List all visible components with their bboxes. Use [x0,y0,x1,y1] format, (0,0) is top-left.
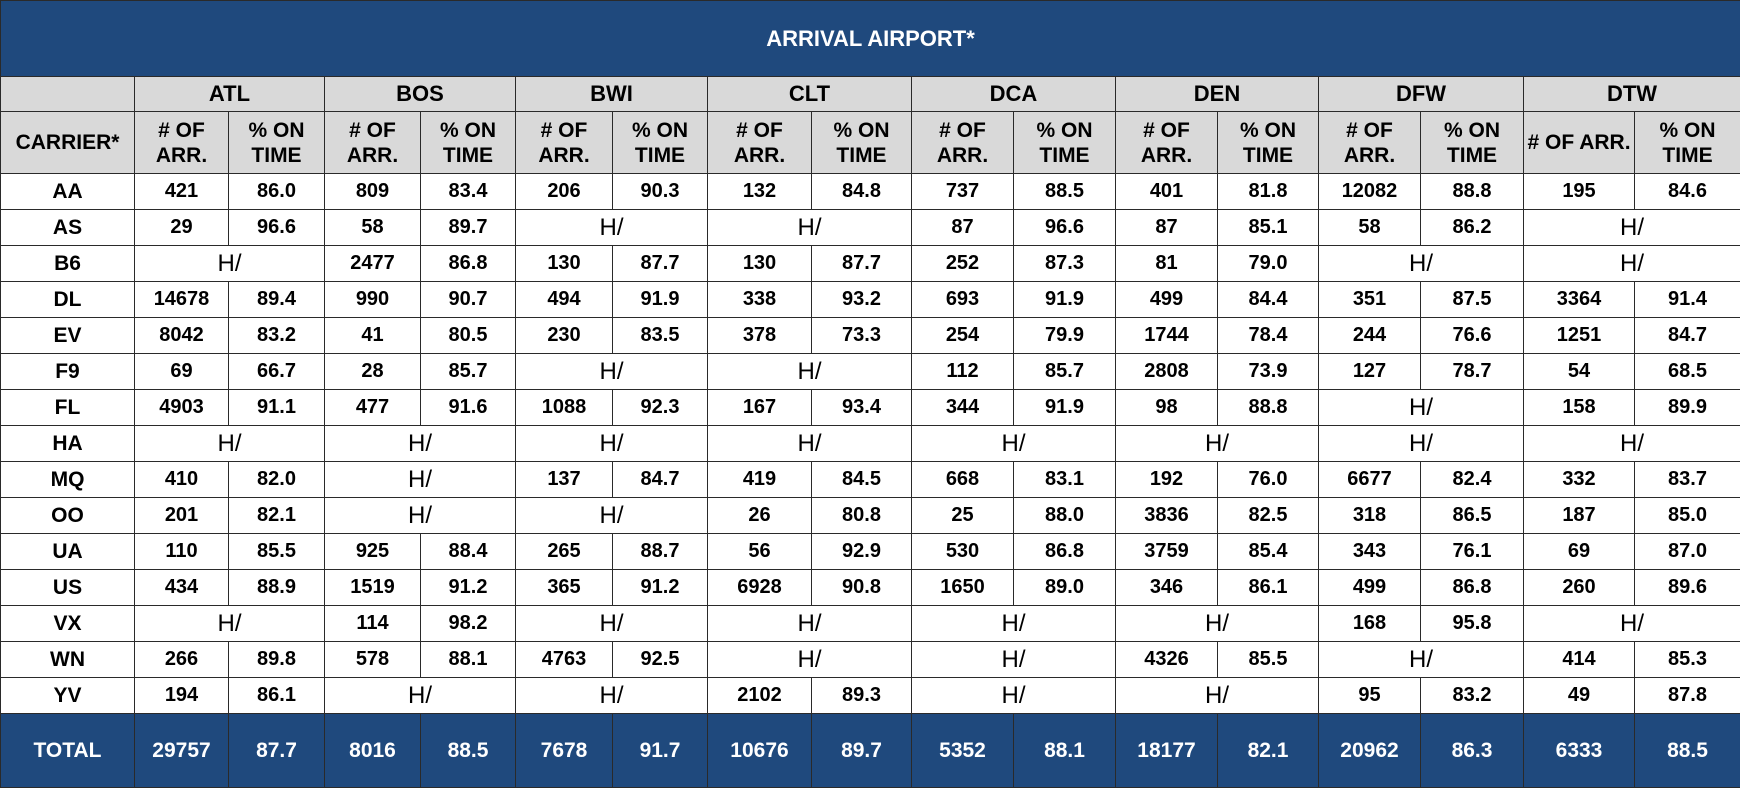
no-data-cell: H/ [1524,246,1740,282]
total-arrivals-cell: 8016 [325,714,421,788]
arrivals-count-cell: 4763 [516,642,613,678]
on-time-pct-cell: 88.5 [1014,174,1116,210]
total-on-time-cell: 88.5 [1635,714,1740,788]
on-time-pct-cell: 83.4 [421,174,516,210]
arrivals-count-cell: 578 [325,642,421,678]
arrivals-count-cell: 2102 [708,678,812,714]
on-time-pct-cell: 90.7 [421,282,516,318]
on-time-pct-cell: 80.8 [812,498,912,534]
arrivals-count-cell: 206 [516,174,613,210]
arrivals-count-cell: 2808 [1116,354,1218,390]
arrivals-count-cell: 29 [135,210,229,246]
airport-header-row [1,77,1740,112]
arrivals-count-cell: 87 [1116,210,1218,246]
arrivals-count-cell: 266 [135,642,229,678]
no-data-cell: H/ [516,354,708,390]
on-time-pct-cell: 87.8 [1635,678,1740,714]
on-time-pct-cell: 85.1 [1218,210,1319,246]
on-time-pct-cell: 76.1 [1421,534,1524,570]
total-on-time-cell: 86.3 [1421,714,1524,788]
no-data-cell: H/ [708,642,912,678]
carrier-cell: VX [1,606,135,642]
arrivals-count-cell: 98 [1116,390,1218,426]
on-time-pct-cell: 82.5 [1218,498,1319,534]
on-time-pct-cell: 86.8 [1421,570,1524,606]
arrivals-count-cell: 3836 [1116,498,1218,534]
carrier-column-header: CARRIER* [1,112,135,174]
on-time-pct-cell: 89.4 [229,282,325,318]
table-row [1,570,1740,606]
carrier-cell: YV [1,678,135,714]
table-row [1,390,1740,426]
airport-header-bos: BOS [325,77,516,112]
table-row [1,678,1740,714]
arrivals-count-cell: 81 [1116,246,1218,282]
on-time-pct-cell: 91.2 [613,570,708,606]
no-data-cell: H/ [1319,246,1524,282]
on-time-pct-cell: 91.1 [229,390,325,426]
pct-header-dca: % ON TIME [1014,112,1116,174]
airport-header-dca: DCA [912,77,1116,112]
on-time-pct-cell: 96.6 [1014,210,1116,246]
arrivals-count-cell: 87 [912,210,1014,246]
pct-header-dtw: % ON TIME [1635,112,1740,174]
arrivals-count-cell: 4903 [135,390,229,426]
on-time-pct-cell: 95.8 [1421,606,1524,642]
arrivals-count-cell: 195 [1524,174,1635,210]
total-on-time-cell: 88.1 [1014,714,1116,788]
arrivals-count-cell: 1251 [1524,318,1635,354]
on-time-pct-cell: 85.5 [229,534,325,570]
on-time-pct-cell: 88.1 [421,642,516,678]
carrier-cell: F9 [1,354,135,390]
arrivals-count-cell: 421 [135,174,229,210]
arrivals-count-cell: 401 [1116,174,1218,210]
on-time-pct-cell: 92.9 [812,534,912,570]
on-time-pct-cell: 88.7 [613,534,708,570]
total-arrivals-cell: 6333 [1524,714,1635,788]
arrivals-count-cell: 477 [325,390,421,426]
table-row [1,318,1740,354]
arrivals-count-cell: 668 [912,462,1014,498]
on-time-pct-cell: 91.6 [421,390,516,426]
table-row [1,246,1740,282]
total-on-time-cell: 91.7 [613,714,708,788]
no-data-cell: H/ [516,426,708,462]
count-header-dtw: # OF ARR. [1524,112,1635,174]
on-time-pct-cell: 91.2 [421,570,516,606]
carrier-cell: FL [1,390,135,426]
arrivals-count-cell: 332 [1524,462,1635,498]
arrivals-count-cell: 346 [1116,570,1218,606]
count-header-dfw: # OF ARR. [1319,112,1421,174]
arrivals-count-cell: 194 [135,678,229,714]
arrivals-count-cell: 58 [325,210,421,246]
on-time-pct-cell: 78.4 [1218,318,1319,354]
no-data-cell: H/ [516,678,708,714]
total-on-time-cell: 87.7 [229,714,325,788]
on-time-pct-cell: 96.6 [229,210,325,246]
arrivals-count-cell: 167 [708,390,812,426]
count-header-dca: # OF ARR. [912,112,1014,174]
on-time-pct-cell: 84.5 [812,462,912,498]
on-time-pct-cell: 79.9 [1014,318,1116,354]
on-time-pct-cell: 86.2 [1421,210,1524,246]
count-header-bwi: # OF ARR. [516,112,613,174]
arrivals-count-cell: 419 [708,462,812,498]
on-time-pct-cell: 86.1 [1218,570,1319,606]
pct-header-den: % ON TIME [1218,112,1319,174]
total-arrivals-cell: 29757 [135,714,229,788]
table-row [1,174,1740,210]
on-time-pct-cell: 82.0 [229,462,325,498]
no-data-cell: H/ [708,426,912,462]
carrier-cell: US [1,570,135,606]
on-time-pct-cell: 87.3 [1014,246,1116,282]
no-data-cell: H/ [516,210,708,246]
carrier-cell: WN [1,642,135,678]
arrivals-count-cell: 158 [1524,390,1635,426]
arrivals-count-cell: 343 [1319,534,1421,570]
pct-header-dfw: % ON TIME [1421,112,1524,174]
arrivals-count-cell: 28 [325,354,421,390]
on-time-pct-cell: 80.5 [421,318,516,354]
arrivals-count-cell: 3759 [1116,534,1218,570]
arrivals-count-cell: 494 [516,282,613,318]
on-time-pct-cell: 89.3 [812,678,912,714]
arrivals-count-cell: 809 [325,174,421,210]
arrivals-count-cell: 137 [516,462,613,498]
no-data-cell: H/ [325,498,516,534]
on-time-pct-cell: 87.7 [613,246,708,282]
arrivals-count-cell: 130 [708,246,812,282]
on-time-pct-cell: 91.4 [1635,282,1740,318]
on-time-pct-cell: 76.0 [1218,462,1319,498]
pct-header-clt: % ON TIME [812,112,912,174]
carrier-cell: B6 [1,246,135,282]
table-row [1,210,1740,246]
total-arrivals-cell: 5352 [912,714,1014,788]
on-time-pct-cell: 83.7 [1635,462,1740,498]
count-header-den: # OF ARR. [1116,112,1218,174]
arrivals-count-cell: 1088 [516,390,613,426]
on-time-pct-cell: 89.0 [1014,570,1116,606]
no-data-cell: H/ [912,678,1116,714]
no-data-cell: H/ [516,606,708,642]
arrivals-count-cell: 344 [912,390,1014,426]
arrivals-count-cell: 499 [1319,570,1421,606]
on-time-pct-cell: 84.7 [1635,318,1740,354]
pct-header-bos: % ON TIME [421,112,516,174]
on-time-pct-cell: 83.5 [613,318,708,354]
arrivals-count-cell: 252 [912,246,1014,282]
on-time-pct-cell: 84.6 [1635,174,1740,210]
arrivals-count-cell: 41 [325,318,421,354]
pct-header-bwi: % ON TIME [613,112,708,174]
arrivals-count-cell: 95 [1319,678,1421,714]
arrivals-count-cell: 56 [708,534,812,570]
count-header-clt: # OF ARR. [708,112,812,174]
on-time-pct-cell: 89.7 [421,210,516,246]
no-data-cell: H/ [708,210,912,246]
on-time-pct-cell: 84.7 [613,462,708,498]
on-time-pct-cell: 85.5 [1218,642,1319,678]
arrivals-count-cell: 1519 [325,570,421,606]
on-time-pct-cell: 86.0 [229,174,325,210]
on-time-pct-cell: 88.4 [421,534,516,570]
arrivals-count-cell: 69 [1524,534,1635,570]
total-on-time-cell: 88.5 [421,714,516,788]
arrivals-count-cell: 6928 [708,570,812,606]
arrivals-count-cell: 260 [1524,570,1635,606]
no-data-cell: H/ [516,498,708,534]
arrivals-count-cell: 187 [1524,498,1635,534]
on-time-pct-cell: 92.5 [613,642,708,678]
on-time-pct-cell: 86.5 [1421,498,1524,534]
airport-header-bwi: BWI [516,77,708,112]
table-row [1,354,1740,390]
arrivals-count-cell: 168 [1319,606,1421,642]
on-time-pct-cell: 76.6 [1421,318,1524,354]
on-time-pct-cell: 66.7 [229,354,325,390]
total-row [1,714,1740,788]
arrivals-count-cell: 414 [1524,642,1635,678]
on-time-pct-cell: 85.3 [1635,642,1740,678]
table-row [1,426,1740,462]
on-time-pct-cell: 83.2 [229,318,325,354]
table-body [1,174,1740,714]
no-data-cell: H/ [1524,606,1740,642]
table-row [1,642,1740,678]
no-data-cell: H/ [1524,210,1740,246]
table-header [1,1,1740,174]
table-title: ARRIVAL AIRPORT* [1,1,1740,77]
on-time-pct-cell: 83.1 [1014,462,1116,498]
on-time-pct-cell: 86.1 [229,678,325,714]
on-time-pct-cell: 89.6 [1635,570,1740,606]
table-row [1,498,1740,534]
on-time-pct-cell: 82.4 [1421,462,1524,498]
arrivals-count-cell: 25 [912,498,1014,534]
arrivals-count-cell: 49 [1524,678,1635,714]
on-time-pct-cell: 89.9 [1635,390,1740,426]
arrivals-count-cell: 244 [1319,318,1421,354]
on-time-pct-cell: 93.4 [812,390,912,426]
carrier-cell: AS [1,210,135,246]
on-time-pct-cell: 87.7 [812,246,912,282]
arrivals-count-cell: 54 [1524,354,1635,390]
total-arrivals-cell: 7678 [516,714,613,788]
arrivals-count-cell: 2477 [325,246,421,282]
no-data-cell: H/ [325,426,516,462]
on-time-pct-cell: 83.2 [1421,678,1524,714]
no-data-cell: H/ [912,642,1116,678]
on-time-pct-cell: 85.0 [1635,498,1740,534]
arrivals-count-cell: 434 [135,570,229,606]
arrivals-count-cell: 410 [135,462,229,498]
no-data-cell: H/ [1116,426,1319,462]
arrivals-count-cell: 265 [516,534,613,570]
no-data-cell: H/ [708,606,912,642]
on-time-pct-cell: 84.8 [812,174,912,210]
total-arrivals-cell: 18177 [1116,714,1218,788]
arrivals-count-cell: 69 [135,354,229,390]
no-data-cell: H/ [1116,678,1319,714]
no-data-cell: H/ [325,678,516,714]
no-data-cell: H/ [1319,426,1524,462]
arrivals-count-cell: 499 [1116,282,1218,318]
airport-header-clt: CLT [708,77,912,112]
carrier-cell: DL [1,282,135,318]
no-data-cell: H/ [325,462,516,498]
on-time-pct-cell: 93.2 [812,282,912,318]
no-data-cell: H/ [1319,642,1524,678]
no-data-cell: H/ [1524,426,1740,462]
no-data-cell: H/ [135,246,325,282]
arrivals-count-cell: 737 [912,174,1014,210]
arrivals-count-cell: 365 [516,570,613,606]
on-time-pct-cell: 98.2 [421,606,516,642]
total-arrivals-cell: 10676 [708,714,812,788]
arrivals-count-cell: 112 [912,354,1014,390]
arrivals-count-cell: 4326 [1116,642,1218,678]
carrier-cell: HA [1,426,135,462]
on-time-pct-cell: 85.7 [1014,354,1116,390]
arrivals-count-cell: 338 [708,282,812,318]
carrier-cell: OO [1,498,135,534]
banner-row [1,1,1740,77]
on-time-pct-cell: 85.4 [1218,534,1319,570]
on-time-pct-cell: 87.5 [1421,282,1524,318]
arrivals-count-cell: 254 [912,318,1014,354]
arrivals-count-cell: 318 [1319,498,1421,534]
total-on-time-cell: 89.7 [812,714,912,788]
on-time-pct-cell: 85.7 [421,354,516,390]
on-time-pct-cell: 88.9 [229,570,325,606]
on-time-pct-cell: 68.5 [1635,354,1740,390]
arrivals-count-cell: 990 [325,282,421,318]
table-row [1,462,1740,498]
on-time-pct-cell: 89.8 [229,642,325,678]
on-time-pct-cell: 73.9 [1218,354,1319,390]
table-row [1,282,1740,318]
pct-header-atl: % ON TIME [229,112,325,174]
arrivals-count-cell: 530 [912,534,1014,570]
on-time-pct-cell: 86.8 [1014,534,1116,570]
no-data-cell: H/ [1116,606,1319,642]
carrier-cell: EV [1,318,135,354]
arrivals-count-cell: 132 [708,174,812,210]
table-row [1,606,1740,642]
column-subheader-row [1,112,1740,174]
on-time-pct-cell: 78.7 [1421,354,1524,390]
no-data-cell: H/ [912,606,1116,642]
no-data-cell: H/ [135,426,325,462]
arrivals-count-cell: 1650 [912,570,1014,606]
on-time-pct-cell: 82.1 [229,498,325,534]
count-header-bos: # OF ARR. [325,112,421,174]
arrivals-count-cell: 378 [708,318,812,354]
arrivals-count-cell: 127 [1319,354,1421,390]
arrivals-count-cell: 14678 [135,282,229,318]
arrivals-count-cell: 130 [516,246,613,282]
on-time-pct-cell: 91.9 [613,282,708,318]
carrier-cell: AA [1,174,135,210]
arrivals-count-cell: 693 [912,282,1014,318]
on-time-pct-cell: 91.9 [1014,282,1116,318]
arrivals-count-cell: 12082 [1319,174,1421,210]
arrivals-count-cell: 201 [135,498,229,534]
on-time-pct-cell: 92.3 [613,390,708,426]
on-time-pct-cell: 86.8 [421,246,516,282]
on-time-pct-cell: 91.9 [1014,390,1116,426]
airport-header-den: DEN [1116,77,1319,112]
arrivals-count-cell: 3364 [1524,282,1635,318]
arrivals-count-cell: 58 [1319,210,1421,246]
arrivals-count-cell: 192 [1116,462,1218,498]
on-time-pct-cell: 90.3 [613,174,708,210]
no-data-cell: H/ [135,606,325,642]
on-time-pct-cell: 88.0 [1014,498,1116,534]
on-time-pct-cell: 73.3 [812,318,912,354]
no-data-cell: H/ [1319,390,1524,426]
arrivals-count-cell: 8042 [135,318,229,354]
table-row [1,534,1740,570]
total-arrivals-cell: 20962 [1319,714,1421,788]
carrier-cell: MQ [1,462,135,498]
airport-header-dfw: DFW [1319,77,1524,112]
arrivals-count-cell: 26 [708,498,812,534]
carrier-header-spacer [1,77,135,112]
arrivals-count-cell: 6677 [1319,462,1421,498]
arrivals-count-cell: 230 [516,318,613,354]
on-time-pct-cell: 88.8 [1218,390,1319,426]
carrier-cell: UA [1,534,135,570]
airport-header-atl: ATL [135,77,325,112]
count-header-atl: # OF ARR. [135,112,229,174]
total-label: TOTAL [1,714,135,788]
on-time-pct-cell: 87.0 [1635,534,1740,570]
on-time-pct-cell: 88.8 [1421,174,1524,210]
no-data-cell: H/ [912,426,1116,462]
airport-header-dtw: DTW [1524,77,1740,112]
arrivals-count-cell: 351 [1319,282,1421,318]
on-time-pct-cell: 81.8 [1218,174,1319,210]
on-time-pct-cell: 90.8 [812,570,912,606]
on-time-pct-cell: 79.0 [1218,246,1319,282]
arrivals-count-cell: 1744 [1116,318,1218,354]
arrivals-count-cell: 925 [325,534,421,570]
arrivals-count-cell: 114 [325,606,421,642]
no-data-cell: H/ [708,354,912,390]
total-on-time-cell: 82.1 [1218,714,1319,788]
arrivals-count-cell: 110 [135,534,229,570]
on-time-pct-cell: 84.4 [1218,282,1319,318]
